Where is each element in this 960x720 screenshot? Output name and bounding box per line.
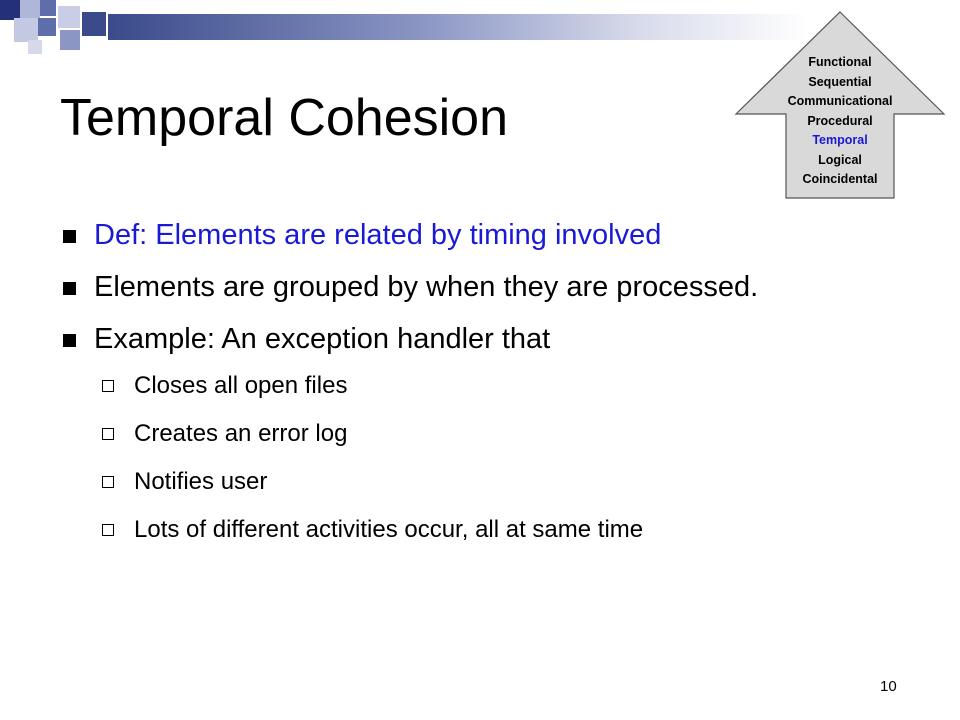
sub-bullet-text: Creates an error log bbox=[134, 420, 348, 447]
deco-square bbox=[20, 0, 40, 20]
cohesion-level-temporal: Temporal bbox=[812, 133, 868, 147]
deco-square bbox=[40, 0, 56, 16]
cohesion-level-sequential: Sequential bbox=[808, 74, 872, 89]
cohesion-level-communicational: Communicational bbox=[787, 94, 893, 108]
sub-bullet-item bbox=[60, 419, 820, 449]
square-bullet-icon bbox=[63, 282, 76, 295]
cohesion-levels-list bbox=[760, 53, 920, 190]
hollow-square-bullet-icon bbox=[102, 428, 114, 440]
square-bullet-icon bbox=[63, 334, 76, 347]
sub-bullet-item bbox=[60, 371, 820, 401]
bullet-text: Example: An exception handler that bbox=[94, 323, 551, 355]
square-bullet-icon bbox=[63, 230, 76, 243]
hollow-square-bullet-icon bbox=[102, 476, 114, 488]
bullet-list bbox=[60, 215, 820, 563]
bullet-item bbox=[60, 215, 820, 255]
bullet-text: Def: Elements are related by timing involved bbox=[94, 219, 662, 251]
deco-square bbox=[28, 40, 42, 54]
sub-bullet-text: Lots of different activities occur, all at same time bbox=[134, 516, 644, 543]
deco-square bbox=[58, 6, 80, 28]
hollow-square-bullet-icon bbox=[102, 524, 114, 536]
cohesion-level-coincidental: Coincidental bbox=[802, 172, 878, 186]
sub-bullet-text: Closes all open files bbox=[134, 372, 348, 399]
sub-bullet-text: Notifies user bbox=[134, 468, 268, 495]
bullet-item bbox=[60, 319, 820, 359]
bullet-item bbox=[60, 267, 820, 307]
cohesion-level-procedural: Procedural bbox=[807, 113, 873, 128]
deco-square bbox=[14, 18, 38, 42]
deco-square bbox=[60, 30, 80, 50]
deco-square bbox=[0, 0, 20, 20]
sub-bullet-item bbox=[60, 515, 820, 545]
deco-square bbox=[38, 18, 56, 36]
bullet-text: Elements are grouped by when they are processed. bbox=[94, 271, 759, 303]
page-number: 10 bbox=[880, 678, 897, 695]
slide-title: Temporal Cohesion bbox=[60, 89, 509, 147]
cohesion-level-logical: Logical bbox=[818, 152, 862, 167]
cohesion-level-functional: Functional bbox=[808, 55, 872, 69]
hollow-square-bullet-icon bbox=[102, 380, 114, 392]
title-bar-gradient bbox=[108, 14, 808, 40]
sub-bullet-item bbox=[60, 467, 820, 497]
deco-square bbox=[82, 12, 106, 36]
